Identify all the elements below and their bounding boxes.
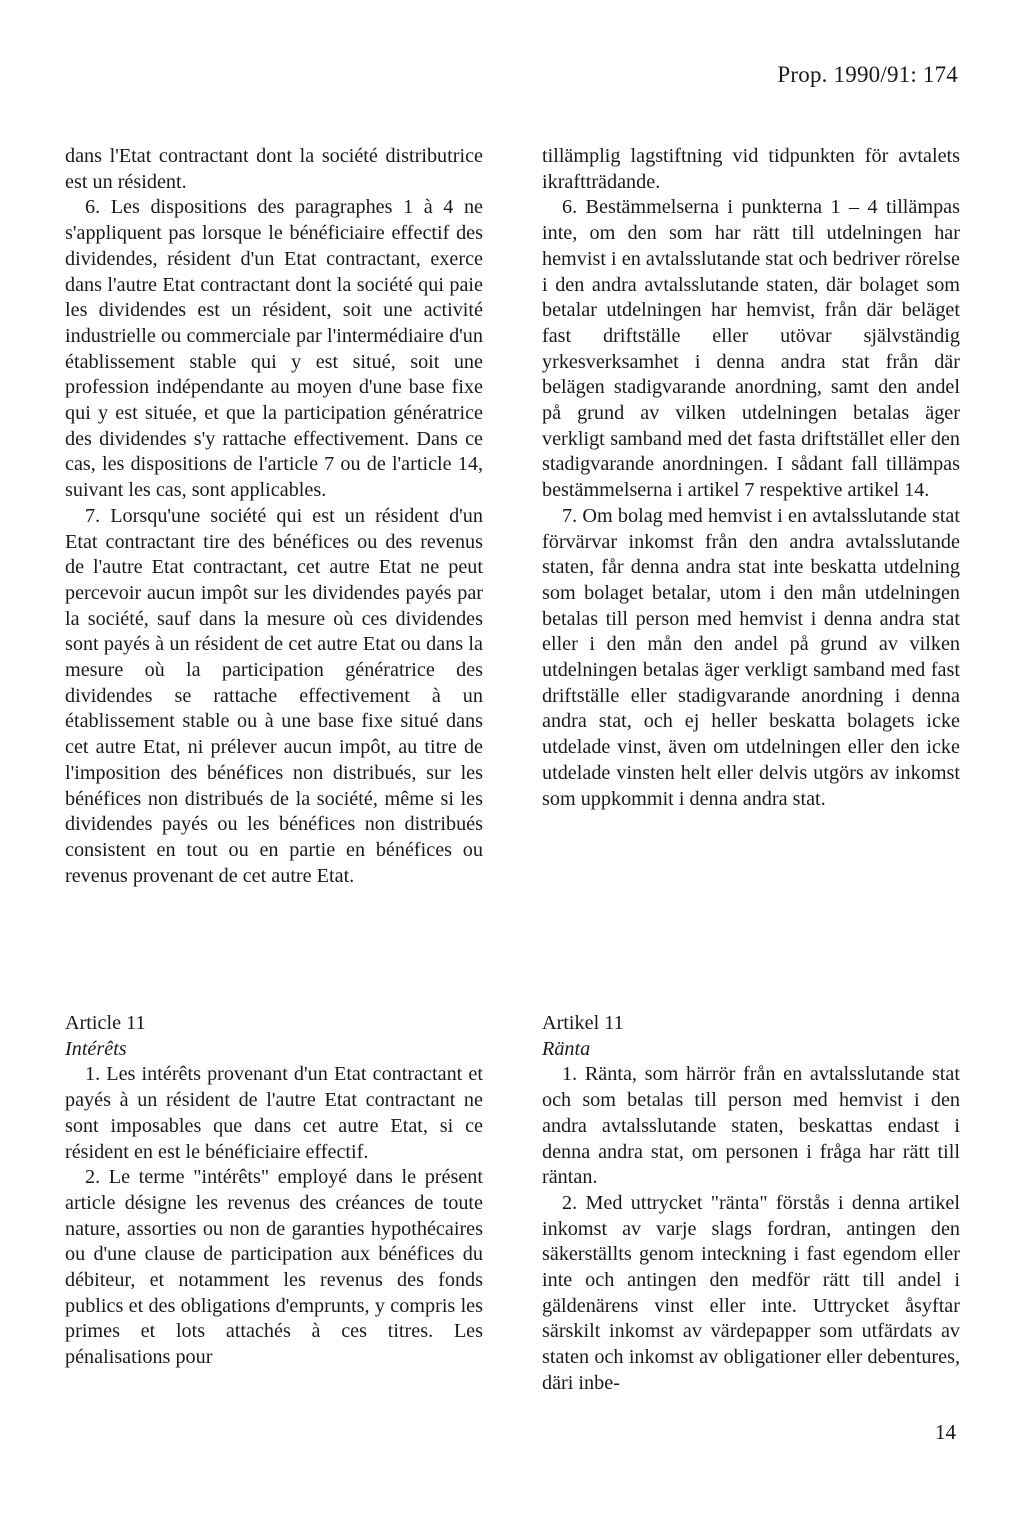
swedish-article-title: Artikel 11 [542,1012,624,1034]
french-article-subtitle: Intérêts [65,1037,127,1060]
swedish-article-11 [542,1011,960,1397]
page-number: 14 [935,1420,956,1444]
french-article-title: Article 11 [65,1012,146,1034]
swedish-paragraph-7: 7. Om bolag med hemvist i en avtalsslutande stat förvärvar inkomst från den andra avtalsslutande staten, får denna andra stat inte beskatta utdelning som bolaget betalar, utom i den mån utdelningen betalas till person med hemvist i denna andra stat eller i den mån den andel på grund av vilken utdelningen betalas äger verkligt samband med fast driftställe eller stadigvarande anordning i denna andra stat, och ej heller beskatta bolagets icke utdelade vinst, även om utdelningen eller den icke utdelade vinsten helt eller delvis utgörs av inkomst som uppkommit i denna andra stat. [542,504,960,810]
french-continuation-text: dans l'Etat contractant dont la société distributrice est un résident. [65,145,483,193]
french-article-11 [65,1011,483,1371]
swedish-article-paragraph-2: 2. Med uttrycket "ränta" förstås i denna artikel inkomst av varje slags fordran, antingen den säkerställts genom inteckning i fast egendom eller inte och antingen den medför rätt till andel i gäldenärens vinst eller inte. Uttrycket åsyftar särskilt inkomst av värdepapper som utfärdats av staten och inkomst av obligationer eller debentures, däri inbe- [542,1191,960,1394]
french-paragraph-6: 6. Les dispositions des paragraphes 1 à 4 ne s'appliquent pas lorsque le bénéficiaire effectif des dividendes, résident d'un Etat contractant, exerce dans l'autre Etat contractant dont la société qui paie les dividendes est un résident, soit une activité industrielle ou commerciale par l'intermédiaire d'un établissement stable qui y est situé, soit une profession indépendante au moyen d'une base fixe qui y est située, et que la participation génératrice des dividendes s'y rattache effectivement. Dans ce cas, les dispositions de l'article 7 ou de l'article 14, suivant les cas, sont applicables. [65,196,483,502]
french-paragraph-7: 7. Lorsqu'une société qui est un résident d'un Etat contractant tire des bénéfices ou des revenus de l'autre Etat contractant, cet autre Etat ne peut percevoir aucun impôt sur les dividendes payés par la société, sauf dans la mesure où ces dividendes sont payés à un résident de cet autre Etat ou dans la mesure où la participation génératrice des dividendes se rattache effectivement à un établissement stable ou à une base fixe situé dans cet autre Etat, ni prélever aucun impôt, au titre de l'imposition des bénéfices non distribués, sur les bénéfices non distribués de la société, même si les dividendes payés ou les bénéfices non distribués consistent en tout ou en partie en bénéfices ou revenus provenant de cet autre Etat. [65,504,483,887]
swedish-article-paragraph-1: 1. Ränta, som härrör från en avtalsslutande stat och som betalas till person med hemvist i den andra avtalsslutande staten, beskattas endast i denna andra stat, om personen i fråga har rätt till räntan. [542,1063,960,1189]
swedish-paragraph-6: 6. Bestämmelserna i punkterna 1 – 4 tillämpas inte, om den som har rätt till utdelningen har hemvist i en avtalsslutande stat och bedriver rörelse i den andra avtalsslutande staten, där bolaget som betalar utdelningen har hemvist, från där beläget fast driftställe eller utövar självständig yrkesverksamhet i denna andra stat från där belägen stadigvarande anordning, samt den andel på grund av vilken utdelningen betalas äger verkligt samband med det fasta driftstället eller den stadigvarande anordningen. I sådant fall tillämpas bestämmelserna i artikel 7 respektive artikel 14. [542,196,960,502]
swedish-article-subtitle: Ränta [542,1037,591,1060]
french-article-paragraph-1: 1. Les intérêts provenant d'un Etat contractant et payés à un résident de l'autre Etat contractant ne sont imposables que dans cet autre Etat, si ce résident en est le bénéficiaire effectif. [65,1063,483,1163]
document-reference: Prop. 1990/91: 174 [777,62,958,87]
french-column-top [65,144,483,889]
swedish-column-top [542,144,960,812]
swedish-continuation-text: tillämplig lagstiftning vid tidpunkten för avtalets ikraftträdande. [542,145,960,193]
french-article-paragraph-2: 2. Le terme "intérêts" employé dans le présent article désigne les revenus des créances de toute nature, assorties ou non de garanties hypothécaires ou d'une clause de participation aux bénéfices du débiteur, et notamment les revenus des fonds publics et des obligations d'emprunts, y compris les primes et lots attachés à ces titres. Les pénalisations pour [65,1166,483,1369]
